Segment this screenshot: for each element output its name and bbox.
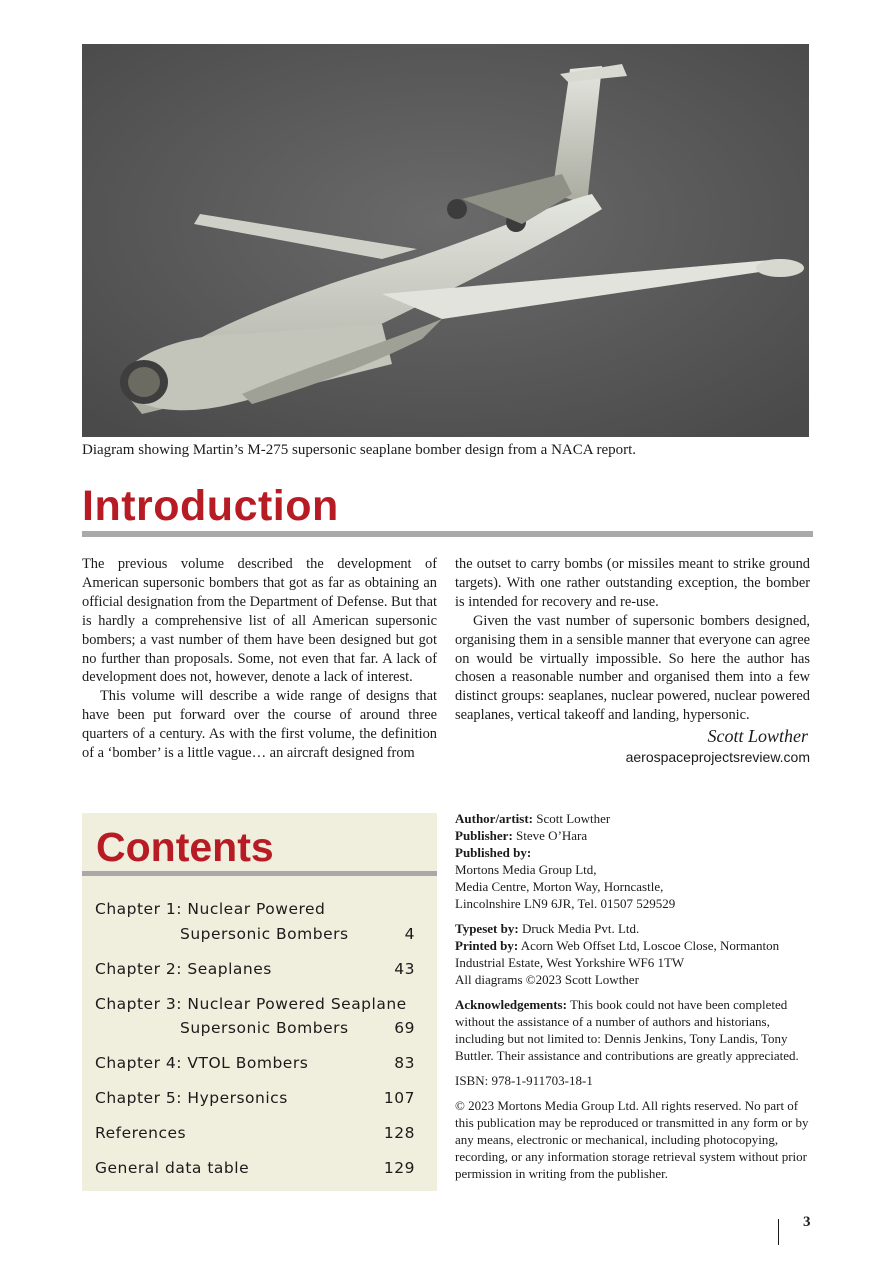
publisher-address-line: Media Centre, Morton Way, Horncastle,	[455, 879, 664, 894]
heading-divider	[82, 531, 813, 537]
toc-entry-title: Chapter 1: Nuclear Powered	[95, 900, 326, 918]
figure-caption: Diagram showing Martin’s M-275 supersonic seaplane bomber design from a NACA report.	[82, 442, 637, 458]
toc-entry-title: References	[95, 1124, 187, 1142]
credit-publisher: Publisher: Steve O’Hara	[455, 828, 588, 843]
page-number: 3	[803, 1214, 811, 1230]
credit-printed: Printed by: Acorn Web Offset Ltd, Loscoe Close, Normanton Industrial Estate, West Yorkshire WF6 1TW	[455, 938, 780, 970]
contents-divider	[82, 871, 437, 876]
author-website: aerospaceprojectsreview.com	[625, 749, 810, 766]
publication-credits	[455, 810, 811, 1182]
toc-page-number: 69	[394, 1019, 415, 1037]
credit-acknowledgements: Acknowledgements: This book could not have been completed without the assistance of a number of authors and historians, including but not limited to: Dennis Jenkins, Tony Landis, Tony Buttler. Their assistance and contributions are greatly appreciated.	[455, 997, 799, 1063]
page-number-divider	[778, 1219, 779, 1245]
toc-page-number: 83	[394, 1054, 415, 1072]
intro-paragraph: the outset to carry bombs (or missiles meant to strike ground targets). With one rather outstanding exception, the bomber is intended for recovery and re-use.	[455, 556, 810, 610]
introduction-heading: Introduction	[82, 482, 339, 530]
intro-paragraph: This volume will describe a wide range of designs that have been put forward over the course of around three quarters of a century. As with the first volume, the definition of a ‘bomber’ is a little vague… an aircraft designed from	[82, 688, 437, 762]
toc-entry-subtitle: Supersonic Bombers	[180, 924, 349, 943]
toc-entry-data-table[interactable]	[95, 1156, 415, 1181]
intro-column-right	[455, 555, 810, 767]
toc-entry-subtitle: Supersonic Bombers	[180, 1019, 349, 1037]
credit-published-by: Published by:	[455, 845, 532, 860]
table-of-contents	[95, 897, 415, 1181]
publisher-address-line: Mortons Media Group Ltd,	[455, 862, 597, 877]
toc-entry-chapter-5[interactable]	[95, 1086, 415, 1111]
toc-entry-title: Chapter 5: Hypersonics	[95, 1089, 288, 1107]
author-signature: Scott Lowther	[707, 726, 808, 747]
intro-column-left	[82, 555, 437, 763]
contents-panel	[82, 813, 437, 1191]
copyright-notice: © 2023 Mortons Media Group Ltd. All rights reserved. No part of this publication may be reproduced or transmitted in any form or by any means, electronic or mechanical, including photocopying, recording, or any information storage retrieval system without prior permission in writing from the publisher.	[455, 1098, 809, 1181]
toc-page-number: 129	[383, 1159, 415, 1177]
seaplane-bomber-image	[82, 44, 809, 437]
contents-heading: Contents	[96, 824, 274, 870]
toc-entry-title: General data table	[95, 1159, 250, 1177]
toc-page-number: 128	[383, 1124, 415, 1142]
credit-typeset: Typeset by: Druck Media Pvt. Ltd.	[455, 921, 640, 936]
toc-entry-references[interactable]	[95, 1121, 415, 1146]
toc-entry-title: Chapter 3: Nuclear Powered Seaplane	[95, 994, 407, 1013]
toc-entry-chapter-1[interactable]	[95, 897, 415, 946]
intro-paragraph: The previous volume described the development of American supersonic bombers that got as far as obtaining an official designation from the Department of Defense. But that is hardly a comprehensive list of all American supersonic bombers; a vast number of them have been designed but got no further than proposals. Some, not even that far. A lack of development does not, however, denote a lack of interest.	[82, 556, 437, 686]
toc-entry-title: Chapter 2: Seaplanes	[95, 959, 272, 978]
toc-page-number: 4	[404, 924, 415, 943]
toc-entry-chapter-4[interactable]	[95, 1051, 415, 1076]
credit-author: Author/artist: Scott Lowther	[455, 811, 611, 826]
toc-entry-chapter-3[interactable]	[95, 992, 415, 1041]
publisher-address-line: Lincolnshire LN9 6JR, Tel. 01507 529529	[455, 896, 676, 911]
aircraft-photo	[82, 44, 809, 437]
isbn: ISBN: 978-1-911703-18-1	[455, 1073, 593, 1088]
credit-diagrams: All diagrams ©2023 Scott Lowther	[455, 972, 639, 987]
intro-paragraph: Given the vast number of supersonic bombers designed, organising them in a sensible manner that everyone can agree on would be virtually impossible. So here the author has chosen a reasonable number and organised them into a few distinct groups: seaplanes, nuclear powered, nuclear powered seaplanes, vertical takeoff and landing, hypersonic.	[455, 612, 810, 724]
toc-entry-title: Chapter 4: VTOL Bombers	[95, 1054, 309, 1072]
toc-entry-chapter-2[interactable]	[95, 957, 415, 982]
toc-page-number: 107	[383, 1089, 415, 1107]
toc-page-number: 43	[394, 959, 415, 978]
